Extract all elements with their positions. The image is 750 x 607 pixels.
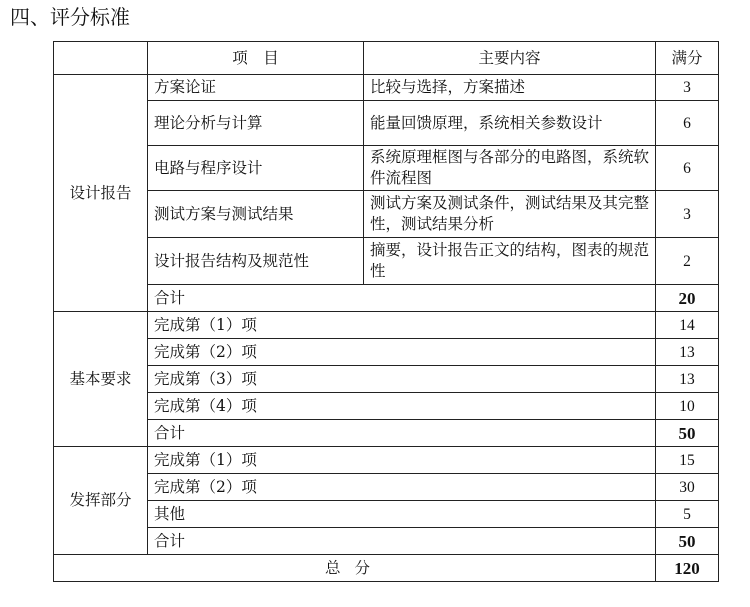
subtotal-label: 合计 (148, 285, 656, 312)
category-cell: 设计报告 (54, 75, 148, 312)
subtotal-label: 合计 (148, 528, 656, 555)
content-cell: 测试方案及测试条件，测试结果及其完整性，测试结果分析 (364, 191, 656, 238)
subtotal-label: 合计 (148, 420, 656, 447)
total-label: 总分 (54, 555, 656, 582)
total-row (54, 555, 719, 582)
score-cell: 13 (656, 339, 719, 366)
header-content: 主要内容 (364, 42, 656, 75)
score-cell: 30 (656, 474, 719, 501)
table-row (54, 75, 719, 101)
subtotal-row (54, 285, 719, 312)
content-cell: 摘要，设计报告正文的结构，图表的规范性 (364, 238, 656, 285)
item-cell: 设计报告结构及规范性 (148, 238, 364, 285)
subtotal-score: 20 (656, 285, 719, 312)
table-row (54, 191, 719, 238)
table-row (54, 312, 719, 339)
total-score: 120 (656, 555, 719, 582)
content-cell: 比较与选择，方案描述 (364, 75, 656, 101)
header-score: 满分 (656, 42, 719, 75)
section-heading: 四、评分标准 (10, 5, 130, 29)
score-cell: 2 (656, 238, 719, 285)
item-cell: 电路与程序设计 (148, 146, 364, 191)
content-cell: 系统原理框图与各部分的电路图，系统软件流程图 (364, 146, 656, 191)
score-cell: 3 (656, 191, 719, 238)
table-row (54, 447, 719, 474)
item-cell: 其他 (148, 501, 656, 528)
subtotal-row (54, 528, 719, 555)
table-row (54, 474, 719, 501)
header-row (54, 42, 719, 75)
category-cell: 发挥部分 (54, 447, 148, 555)
score-cell: 5 (656, 501, 719, 528)
subtotal-score: 50 (656, 420, 719, 447)
item-cell: 完成第（1）项 (148, 312, 656, 339)
item-cell: 完成第（1）项 (148, 447, 656, 474)
content-cell: 能量回馈原理，系统相关参数设计 (364, 101, 656, 146)
table-row (54, 366, 719, 393)
header-blank (54, 42, 148, 75)
table-row (54, 501, 719, 528)
table-row (54, 238, 719, 285)
score-cell: 3 (656, 75, 719, 101)
score-cell: 10 (656, 393, 719, 420)
item-cell: 完成第（3）项 (148, 366, 656, 393)
header-item: 项 目 (148, 42, 364, 75)
subtotal-row (54, 420, 719, 447)
item-cell: 方案论证 (148, 75, 364, 101)
item-cell: 完成第（2）项 (148, 339, 656, 366)
score-cell: 15 (656, 447, 719, 474)
item-cell: 完成第（2）项 (148, 474, 656, 501)
table-row (54, 393, 719, 420)
grading-table (53, 41, 719, 582)
score-cell: 13 (656, 366, 719, 393)
table-row (54, 339, 719, 366)
table-row (54, 146, 719, 191)
item-cell: 测试方案与测试结果 (148, 191, 364, 238)
score-cell: 14 (656, 312, 719, 339)
score-cell: 6 (656, 146, 719, 191)
score-cell: 6 (656, 101, 719, 146)
category-cell: 基本要求 (54, 312, 148, 447)
item-cell: 完成第（4）项 (148, 393, 656, 420)
subtotal-score: 50 (656, 528, 719, 555)
table-row (54, 101, 719, 146)
item-cell: 理论分析与计算 (148, 101, 364, 146)
